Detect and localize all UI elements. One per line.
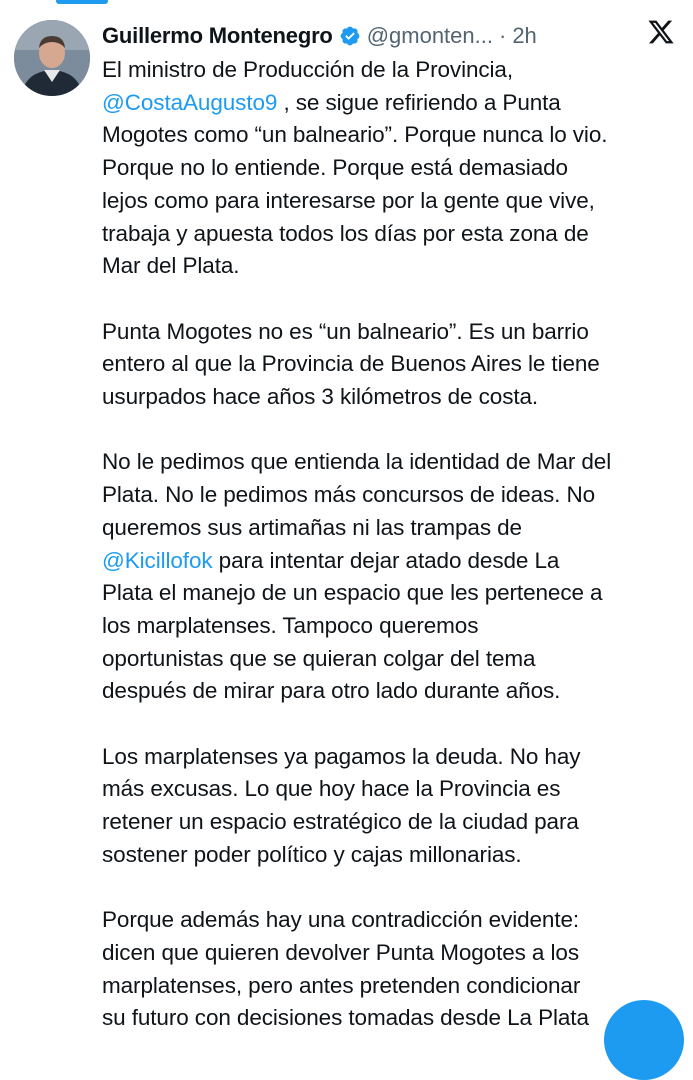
text-line: El ministro de Producción de la Provincia,	[102, 57, 513, 82]
paragraph-gap	[102, 708, 680, 741]
verified-badge-icon	[339, 25, 361, 47]
text-line: Los marplatenses ya pagamos la deuda. No hay	[102, 743, 581, 769]
text-line: su futuro con decisiones tomadas desde La Plata	[102, 1005, 589, 1031]
author-handle[interactable]: @gmonten...	[366, 23, 493, 48]
tweet-text	[102, 54, 680, 1035]
text-fragment: , se sigue refiriendo a Punta	[277, 89, 561, 115]
text-line: trabaja y apuesta todos los días por esta zona de	[102, 220, 589, 246]
text-line: Porque además hay una contradicción evidente:	[102, 907, 580, 933]
text-line: dicen que quieren devolver Punta Mogotes a los	[102, 939, 579, 965]
text-line: Plata. No le pedimos más concursos de ideas. No	[102, 482, 596, 508]
text-line: marplatenses, pero antes pretenden condicionar	[102, 972, 581, 998]
active-tab-indicator	[56, 0, 108, 4]
avatar[interactable]	[14, 20, 90, 96]
compose-fab-button[interactable]	[604, 1000, 684, 1080]
text-line: Mogotes como “un balneario”. Porque nunca lo vio.	[102, 122, 608, 148]
mention-link[interactable]: @Kicillofok	[102, 547, 213, 573]
text-line: Mar del Plata.	[102, 253, 240, 279]
text-line: entero al que la Provincia de Buenos Aires le tiene	[102, 351, 600, 377]
avatar-photo	[14, 20, 90, 96]
tweet-header	[102, 18, 673, 54]
author-name[interactable]: Guillermo Montenegro	[102, 23, 333, 48]
text-line: más excusas. Lo que hoy hace la Provincia es	[102, 776, 561, 802]
text-line: los marplatenses. Tampoco queremos	[102, 612, 479, 638]
text-line: Porque no lo entiende. Porque está demasiado	[102, 155, 568, 181]
timestamp[interactable]: 2h	[512, 23, 537, 48]
text-line: sostener poder político y cajas millonarias.	[102, 841, 522, 867]
text-line: Plata el manejo de un espacio que les pertenece a	[102, 580, 603, 606]
x-logo-icon[interactable]	[647, 18, 675, 46]
text-line: oportunistas que se quieran colgar del tema	[102, 645, 536, 671]
text-line	[102, 545, 680, 578]
text-line: retener un espacio estratégico de la ciudad para	[102, 809, 579, 835]
text-line: Punta Mogotes no es “un balneario”. Es un barrio	[102, 318, 589, 344]
paragraph-gap	[102, 283, 680, 316]
text-fragment: para intentar dejar atado desde La	[212, 547, 560, 573]
separator-dot: ·	[498, 23, 507, 48]
text-line: lejos como para interesarse por la gente que vive,	[102, 187, 595, 213]
mention-link[interactable]: @CostaAugusto9	[102, 89, 278, 115]
text-line: queremos sus artimañas ni las trampas de	[102, 514, 522, 540]
text-line: después de mirar para otro lado durante años.	[102, 678, 561, 704]
paragraph-gap	[102, 872, 680, 905]
paragraph-gap	[102, 414, 680, 447]
text-line: No le pedimos que entienda la identidad de Mar del	[102, 449, 612, 475]
text-line	[102, 87, 680, 120]
text-line: usurpados hace años 3 kilómetros de costa.	[102, 384, 539, 410]
